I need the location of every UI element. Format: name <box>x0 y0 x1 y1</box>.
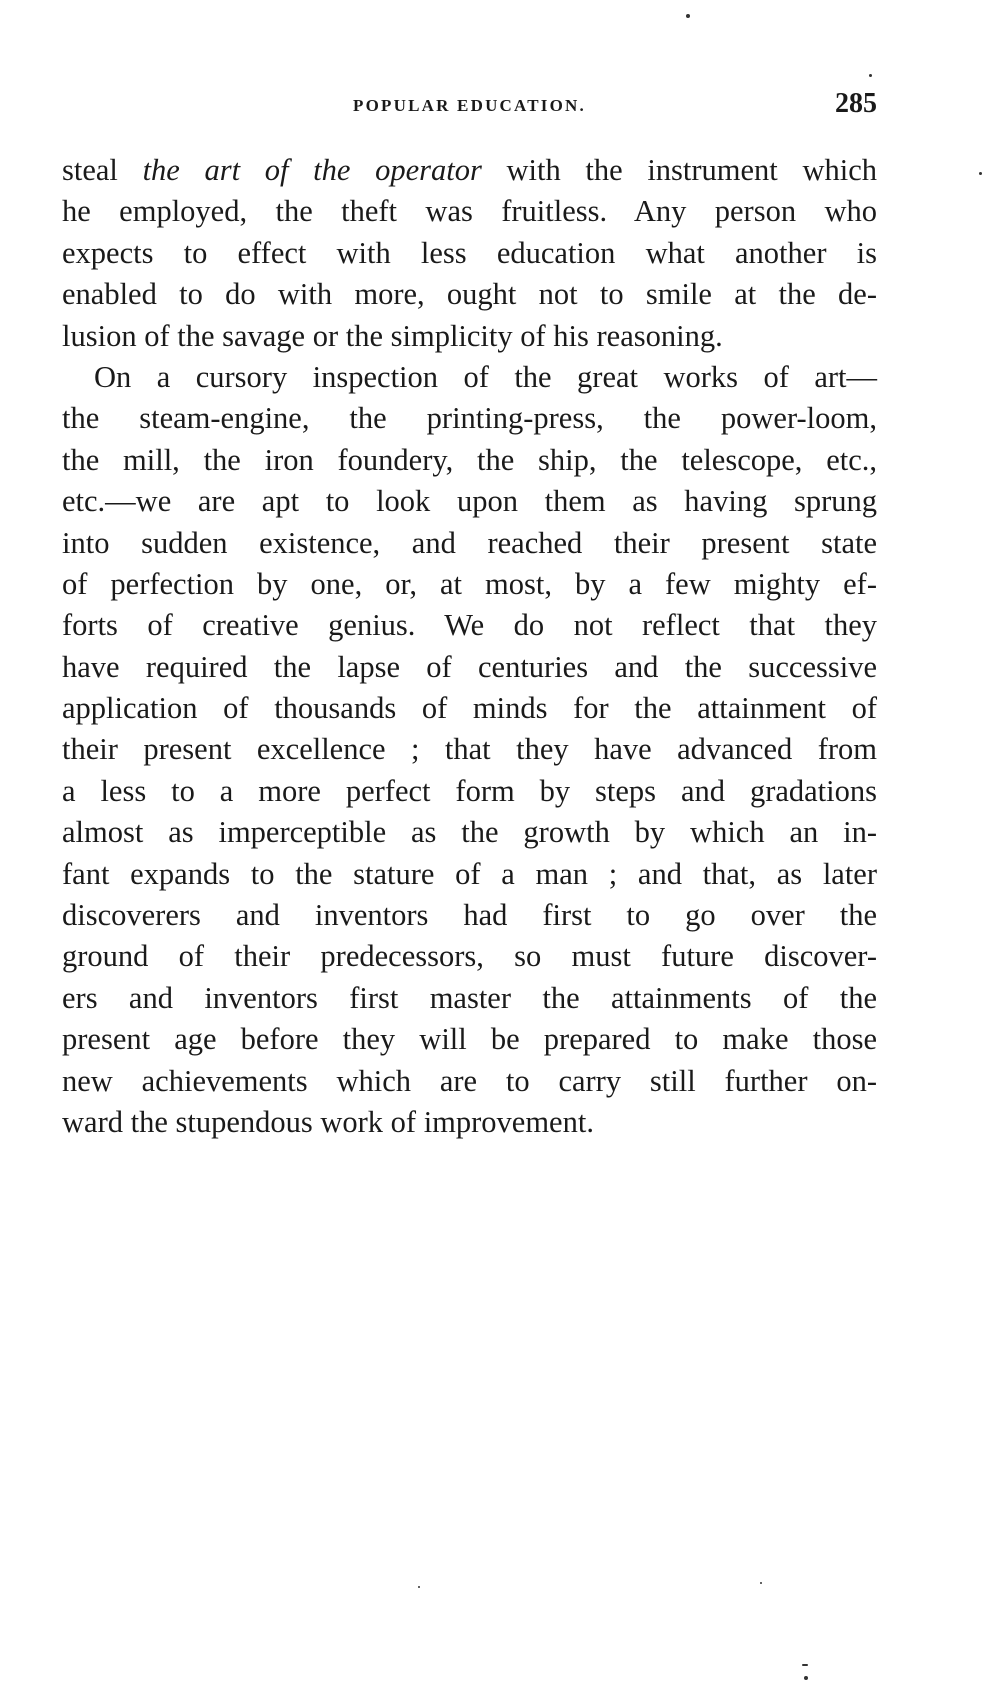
text-line: enabled to do with more, ought not to smile at the de- <box>62 277 877 312</box>
text-line: almost as imperceptible as the growth by which an in- <box>62 815 877 850</box>
scan-speck <box>804 1676 808 1680</box>
scan-speck <box>686 14 690 18</box>
text-line: their present excellence ; that they have advanced from <box>62 732 877 767</box>
scan-speck <box>418 1586 420 1588</box>
text-line: ers and inventors first master the attainments of the <box>62 980 877 1015</box>
scan-speck <box>979 172 982 175</box>
scan-speck <box>869 74 872 77</box>
paragraph-1 <box>62 150 877 357</box>
text-line: of perfection by one, or, at most, by a few mighty ef- <box>62 566 877 601</box>
text-line: into sudden existence, and reached their present state <box>62 525 877 560</box>
text-line: a less to a more perfect form by steps and gradations <box>62 773 877 808</box>
text-line <box>62 150 877 191</box>
text-line: etc.—we are apt to look upon them as having sprung <box>62 484 877 519</box>
scan-speck <box>760 1582 762 1584</box>
text-line: new achievements which are to carry still further on- <box>62 1063 877 1098</box>
text-line: lusion of the savage or the simplicity of his reasoning. <box>62 318 723 353</box>
page-number: 285 <box>835 88 877 119</box>
text-line: fant expands to the stature of a man ; and that, as later <box>62 856 877 891</box>
line-text: steal <box>62 153 143 187</box>
body-text <box>62 150 877 1143</box>
line-text: with the instrument which <box>481 153 877 187</box>
text-line: have required the lapse of centuries and the successive <box>62 649 877 684</box>
running-head <box>62 88 877 128</box>
paragraph-2 <box>62 357 877 1143</box>
scan-speck <box>802 1664 808 1666</box>
text-line: ward the stupendous work of improvement. <box>62 1104 594 1139</box>
text-line: On a cursory inspection of the great works of art— <box>94 359 877 394</box>
text-line: forts of creative genius. We do not reflect that they <box>62 608 877 643</box>
text-line: present age before they will be prepared to make those <box>62 1022 877 1057</box>
text-line: the steam-engine, the printing-press, the power-loom, <box>62 401 877 436</box>
text-line: expects to effect with less education what another is <box>62 235 877 270</box>
text-line: discoverers and inventors had first to go over the <box>62 898 877 933</box>
text-line: he employed, the theft was fruitless. Any person who <box>62 194 877 229</box>
text-line: the mill, the iron foundery, the ship, the telescope, etc., <box>62 442 877 477</box>
italic-phrase: the art of the operator <box>142 153 482 187</box>
text-line: application of thousands of minds for the attainment of <box>62 691 877 726</box>
running-title: POPULAR EDUCATION. <box>353 96 586 115</box>
text-line: ground of their predecessors, so must future discover- <box>62 939 877 974</box>
